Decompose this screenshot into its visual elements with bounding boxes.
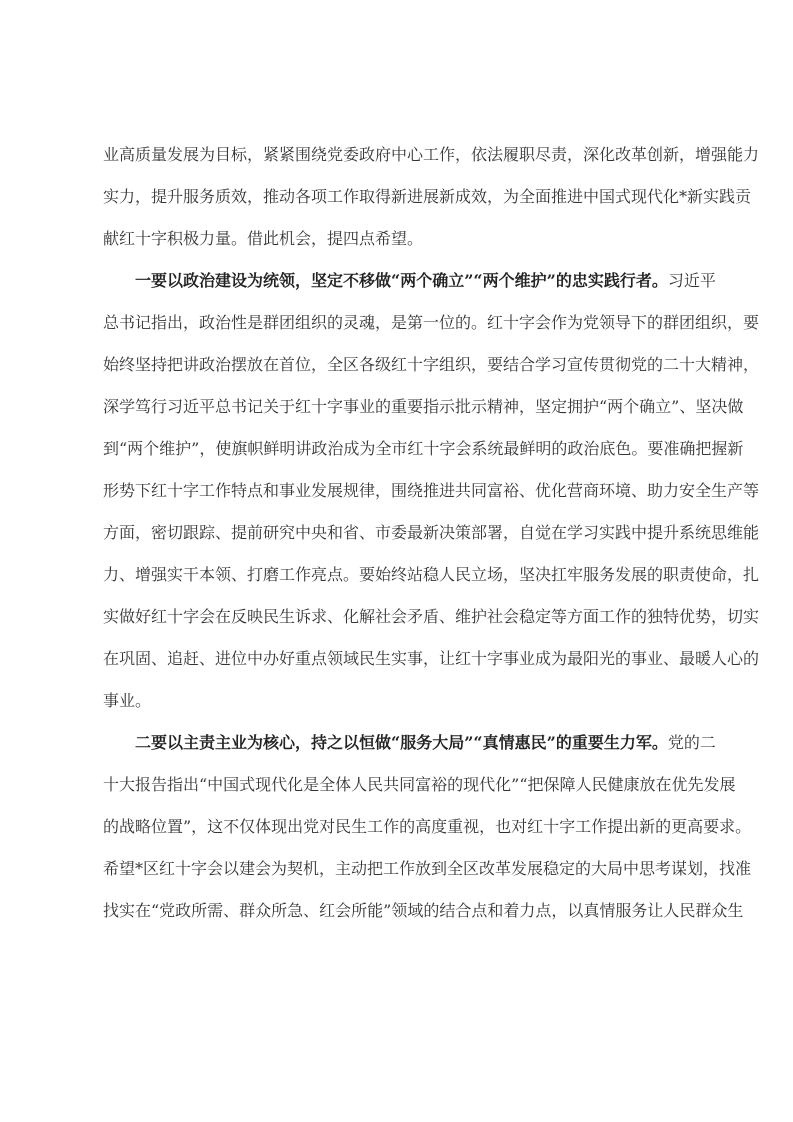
line-text: 力、增强实干本领、打磨工作亮点。要始终站稳人民立场，坚决扛牢服务发展的职责使命，扎 [103,565,760,584]
text-line [103,815,752,857]
document-body [103,143,760,941]
text-line [103,647,760,689]
text-line [103,479,760,521]
line-text: 事业。 [103,691,152,710]
line-text: 十大报告指出“中国式现代化是全体人民共同富裕的现代化”“把保障人民健康放在优先发展 [103,775,736,794]
line-text: 实做好红十字会在反映民生诉求、化解社会矛盾、维护社会稳定等方面工作的独特优势，切实 [103,607,760,626]
text-line [103,773,736,815]
text-line [103,437,744,479]
line-text: 党的二 [667,733,716,752]
paragraph-first-line [103,269,716,311]
paragraph-first-line [103,731,716,773]
text-line [103,143,760,185]
text-line [103,185,752,227]
line-text: 到“两个维护”，使旗帜鲜明讲政治成为全市红十字会系统最鲜明的政治底色。要准确把握新 [103,439,744,458]
line-text: 献红十字积极力量。借此机会，提四点希望。 [103,229,424,248]
line-text: 习近平 [667,271,716,290]
line-text: 形势下红十字工作特点和事业发展规律，围绕推进共同富裕、优化营商环境、助力安全生产等 [103,481,760,500]
text-line [103,353,760,395]
line-text: 找实在“党政所需、群众所急、红会所能”领域的结合点和着力点，以真情服务让人民群众生 [103,901,744,920]
text-line [103,227,691,269]
text-line [103,689,691,731]
line-text: 业高质量发展为目标，紧紧围绕党委政府中心工作，依法履职尽责，深化改革创新，增强能力 [103,145,760,164]
line-text: 深学笃行习近平总书记关于红十字事业的重要指示批示精神，坚定拥护“两个确立”、坚决做 [103,397,744,416]
line-text: 的战略位置”，这不仅体现出党对民生工作的高度重视，也对红十字工作提出新的更高要求。 [103,817,752,836]
text-line [103,605,760,647]
line-text: 始终坚持把讲政治摆放在首位，全区各级红十字组织，要结合学习宣传贯彻党的二十大精神， [103,355,760,374]
line-text: 希望*区红十字会以建会为契机，主动把工作放到全区改革发展稳定的大局中思考谋划，找准 [103,859,752,878]
text-line [103,563,760,605]
text-line [103,395,744,437]
text-line [103,857,752,899]
text-line [103,899,744,941]
bold-heading: 一要以政治建设为统领，坚定不移做“两个确立”“两个维护”的忠实践行者。 [135,271,668,290]
line-text: 在巩固、追赶、进位中办好重点领域民生实事，让红十字事业成为最阳光的事业、最暖人心的 [103,649,760,668]
line-text: 方面，密切跟踪、提前研究中央和省、市委最新决策部署，自觉在学习实践中提升系统思维能 [103,523,760,542]
line-text: 总书记指出，政治性是群团组织的灵魂，是第一位的。红十字会作为党领导下的群团组织，要 [103,313,760,332]
line-text: 实力，提升服务质效，推动各项工作取得新进展新成效，为全面推进中国式现代化*新实践贡 [103,187,752,206]
bold-heading: 二要以主责主业为核心，持之以恒做“服务大局”“真情惠民”的重要生力军。 [135,733,668,752]
text-line [103,311,760,353]
text-line [103,521,760,563]
